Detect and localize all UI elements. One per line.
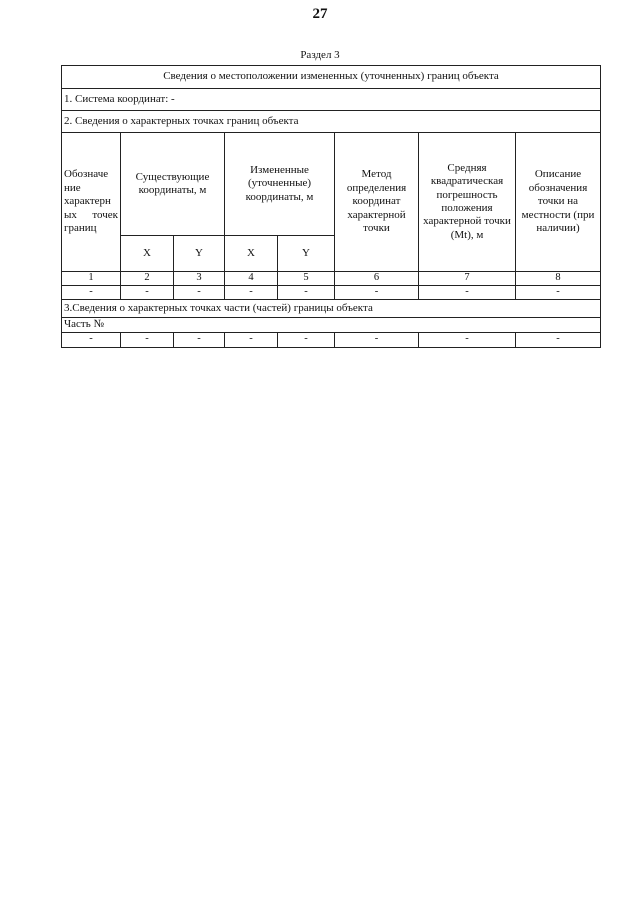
table-cell: - — [419, 332, 516, 347]
column-numbers-row — [62, 272, 601, 286]
table-cell: - — [62, 286, 121, 300]
column-number: 6 — [335, 272, 419, 286]
header-method: Метод определения координат характерной точки — [335, 133, 419, 272]
column-number: 5 — [278, 272, 335, 286]
table-cell: - — [278, 286, 335, 300]
table-cell: - — [278, 332, 335, 347]
table-cell: - — [516, 332, 601, 347]
header-description: Описание обозначения точки на местности (при наличии) — [516, 133, 601, 272]
table-cell: - — [121, 286, 174, 300]
column-number: 4 — [225, 272, 278, 286]
header-changed-y: Y — [278, 236, 335, 272]
boundary-points-table — [61, 65, 601, 348]
column-number: 2 — [121, 272, 174, 286]
table-title: Сведения о местоположении измененных (уточненных) границ объекта — [62, 66, 601, 89]
coordinate-system-row: 1. Система координат: - — [62, 89, 601, 111]
page-number: 27 — [312, 6, 328, 22]
column-number: 3 — [174, 272, 225, 286]
header-mean-square-error: Средняя квадратическая погрешность положения характерной точки (Mt), м — [419, 133, 516, 272]
section-title: Раздел 3 — [300, 49, 340, 61]
header-existing-y: Y — [174, 236, 225, 272]
header-existing-coordinates: Существующие координаты, м — [121, 133, 225, 236]
column-number: 1 — [62, 272, 121, 286]
part-points-title: 3.Сведения о характерных точках части (частей) границы объекта — [62, 299, 601, 317]
table-cell: - — [174, 286, 225, 300]
table-cell: - — [62, 332, 121, 347]
table-cell: - — [225, 332, 278, 347]
header-existing-x: X — [121, 236, 174, 272]
column-number: 7 — [419, 272, 516, 286]
table-row — [62, 286, 601, 300]
table-row — [62, 332, 601, 347]
characteristic-points-title: 2. Сведения о характерных точках границ объекта — [62, 111, 601, 133]
table-cell: - — [174, 332, 225, 347]
header-designation: Обозначе ние характерн ых точек границ — [62, 133, 121, 272]
part-label: Часть № — [62, 317, 601, 332]
table-cell: - — [419, 286, 516, 300]
table-cell: - — [516, 286, 601, 300]
table-cell: - — [225, 286, 278, 300]
table-cell: - — [335, 286, 419, 300]
table-cell: - — [335, 332, 419, 347]
header-changed-x: X — [225, 236, 278, 272]
column-number: 8 — [516, 272, 601, 286]
header-changed-coordinates: Измененные (уточненные) координаты, м — [225, 133, 335, 236]
table-cell: - — [121, 332, 174, 347]
